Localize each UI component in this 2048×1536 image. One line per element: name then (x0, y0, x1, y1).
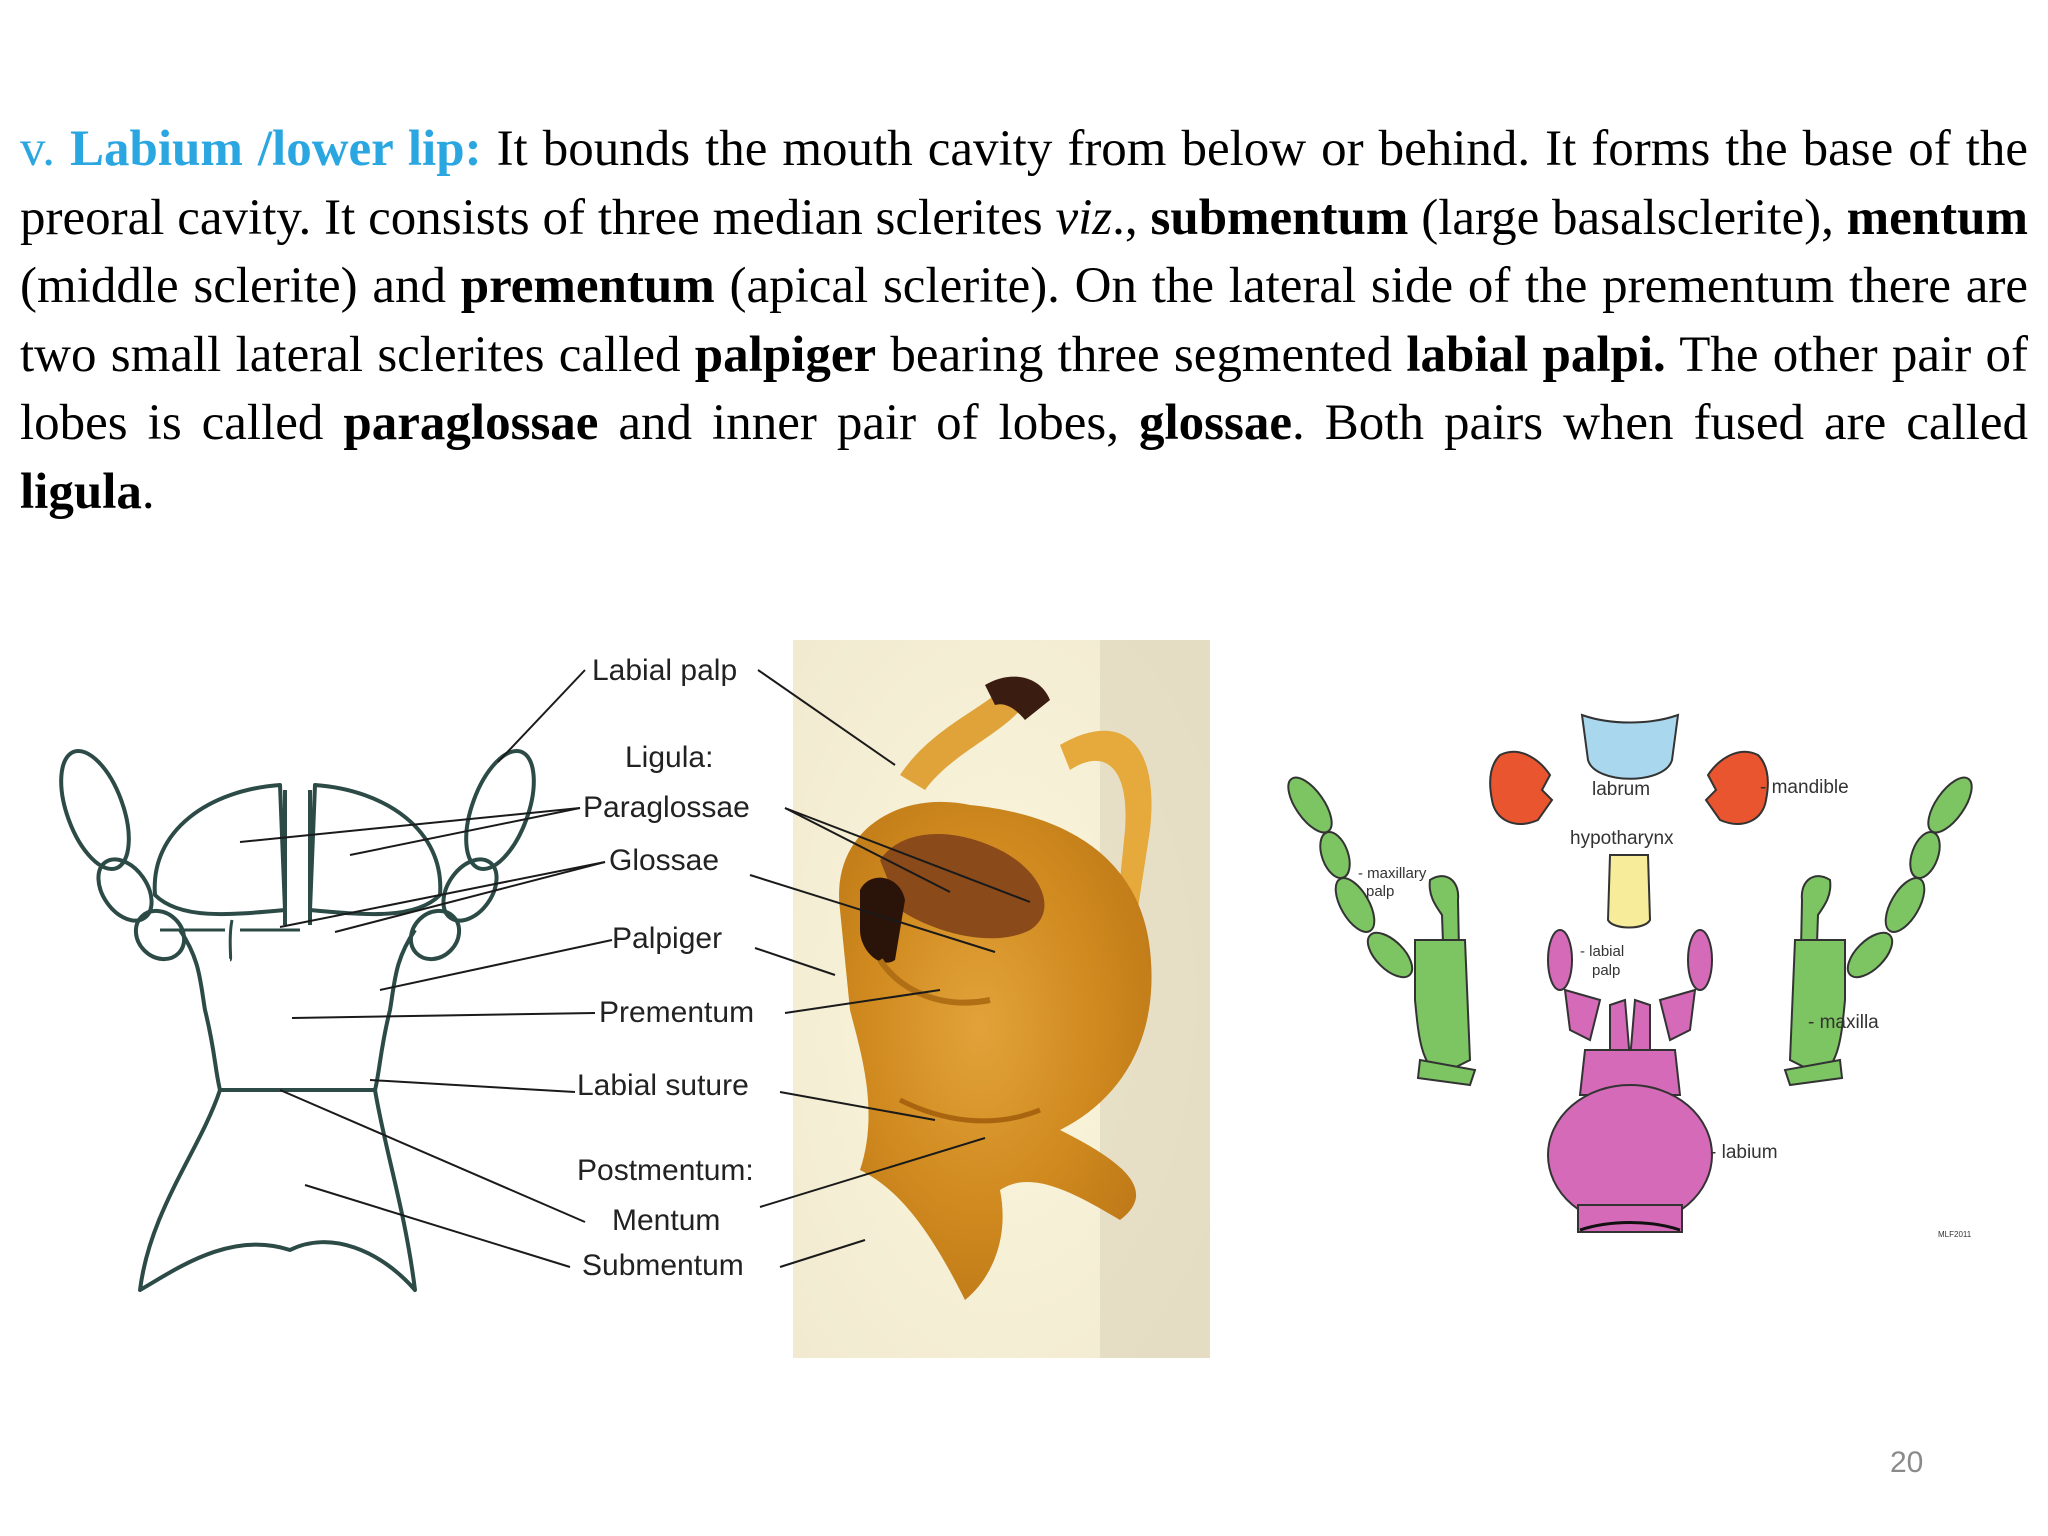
section-heading: Labium /lower lip: (69, 121, 482, 177)
term-prementum: prementum (460, 258, 715, 314)
label-labial: - labial (1580, 943, 1625, 960)
label-glossae: Glossae (609, 844, 720, 877)
maxilla-right-shape (1785, 771, 1980, 1085)
text-run: . Both pairs when fused are called (1292, 395, 2029, 451)
maxilla-left-shape (1280, 771, 1475, 1085)
text-run: bearing three segmented (876, 326, 1407, 383)
term-ligula: ligula (20, 463, 142, 520)
label-labium: - labium (1710, 1142, 1778, 1163)
text-run: . (141, 463, 155, 520)
label-paraglossae: Paraglossae (583, 791, 750, 824)
label-hypotharynx: hypotharynx (1570, 828, 1674, 849)
label-prementum: Prementum (599, 996, 755, 1029)
term-glossae: glossae (1139, 395, 1293, 451)
label-maxillary: - maxillary (1358, 865, 1427, 882)
text-run: The other pair of lobes is called (20, 326, 2028, 451)
labium-photo (793, 640, 1210, 1358)
slide-number: 20 (1890, 1446, 1924, 1479)
image-credit: MLF2011 (1938, 1230, 1972, 1239)
label-maxilla: - maxilla (1808, 1012, 1879, 1033)
term-palpiger: palpiger (694, 326, 877, 383)
text-run: (apical sclerite). On the lateral side of the prementum there are two small lateral sclerites called (20, 258, 2029, 383)
mouthparts-figure (1270, 700, 1990, 1260)
body-paragraph (20, 115, 2028, 526)
label-palpiger: Palpiger (612, 922, 723, 955)
label-mandible: - mandible (1760, 777, 1849, 798)
text-run: It bounds the mouth cavity from below or behind. It forms the base of the preoral cavity. It consists of three median sclerites (20, 121, 2029, 246)
labrum-shape (1582, 715, 1678, 779)
labium-shape (1548, 930, 1712, 1232)
mandible-left-shape (1490, 752, 1552, 824)
term-mentum: mentum (1846, 189, 2028, 246)
label-labrum: labrum (1592, 779, 1651, 800)
term-paraglossae: paraglossae (343, 395, 599, 451)
text-run: ., (1112, 189, 1151, 246)
label-ligula: Ligula: (625, 741, 714, 774)
mandible-right-shape (1706, 752, 1768, 824)
label-labial-palp: palp (1592, 962, 1621, 979)
text-run: (large basalsclerite), (1408, 189, 1847, 246)
label-labial-palp: Labial palp (592, 654, 738, 687)
text-run: (middle sclerite) and (20, 258, 461, 314)
label-maxillary-palp: palp (1366, 883, 1395, 900)
label-mentum: Mentum (612, 1204, 721, 1237)
list-numeral: v. (20, 121, 55, 177)
hypopharynx-shape (1608, 855, 1650, 928)
term-labial-palpi: labial palpi. (1406, 326, 1666, 383)
term-submentum: submentum (1150, 189, 1409, 246)
labium-line-drawing (47, 742, 547, 1290)
label-labial-suture: Labial suture (577, 1069, 749, 1102)
label-submentum: Submentum (582, 1249, 744, 1282)
labium-diagram-figure (0, 630, 1230, 1370)
text-run: and inner pair of lobes, (598, 395, 1140, 451)
label-postmentum: Postmentum: (577, 1154, 754, 1187)
italic-term: viz (1055, 189, 1113, 246)
